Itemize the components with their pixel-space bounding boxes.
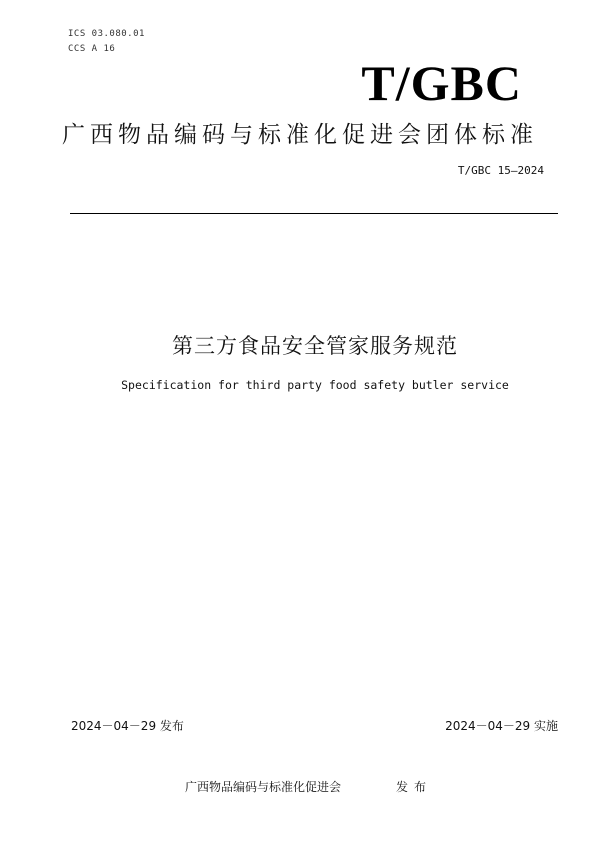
issue-label: 发布 [396, 780, 433, 794]
issue-date: 2024－04－29 发布 [71, 719, 184, 733]
standard-logo: T/GBC [361, 55, 522, 111]
implementation-date: 2024－04－29 实施 [445, 719, 558, 733]
standard-number: T/GBC 15—2024 [457, 164, 544, 177]
ics-code: ICS 03.080.01 [68, 29, 145, 39]
organization-standard-title: 广西物品编码与标准化促进会团体标准 [62, 122, 538, 148]
document-title-chinese: 第三方食品安全管家服务规范 [172, 334, 458, 358]
issuing-organization: 广西物品编码与标准化促进会 [185, 780, 342, 794]
header-divider [70, 213, 558, 214]
ccs-code: CCS A 16 [68, 44, 116, 54]
document-title-english: Specification for third party food safety butler service [121, 378, 509, 392]
